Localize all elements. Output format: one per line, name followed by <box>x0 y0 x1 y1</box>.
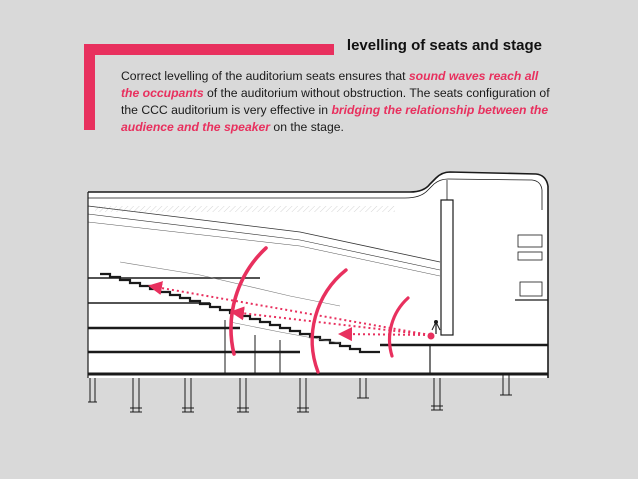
foundation-piles <box>88 374 512 412</box>
slide-title: levelling of seats and stage <box>346 37 542 54</box>
highlight-sound-waves: sound waves reach all the occupants <box>121 69 539 100</box>
text-segment-3: on the stage. <box>270 120 344 134</box>
text-segment-1: Correct levelling of the auditorium seats ensures that <box>121 69 409 83</box>
highlight-relationship: bridging the relationship between the audience and the speaker <box>121 103 549 134</box>
building-outline <box>88 172 548 378</box>
text-segment-2: of the auditorium without obstruction. The seats configuration of the CCC auditorium is very effective in <box>121 86 550 117</box>
